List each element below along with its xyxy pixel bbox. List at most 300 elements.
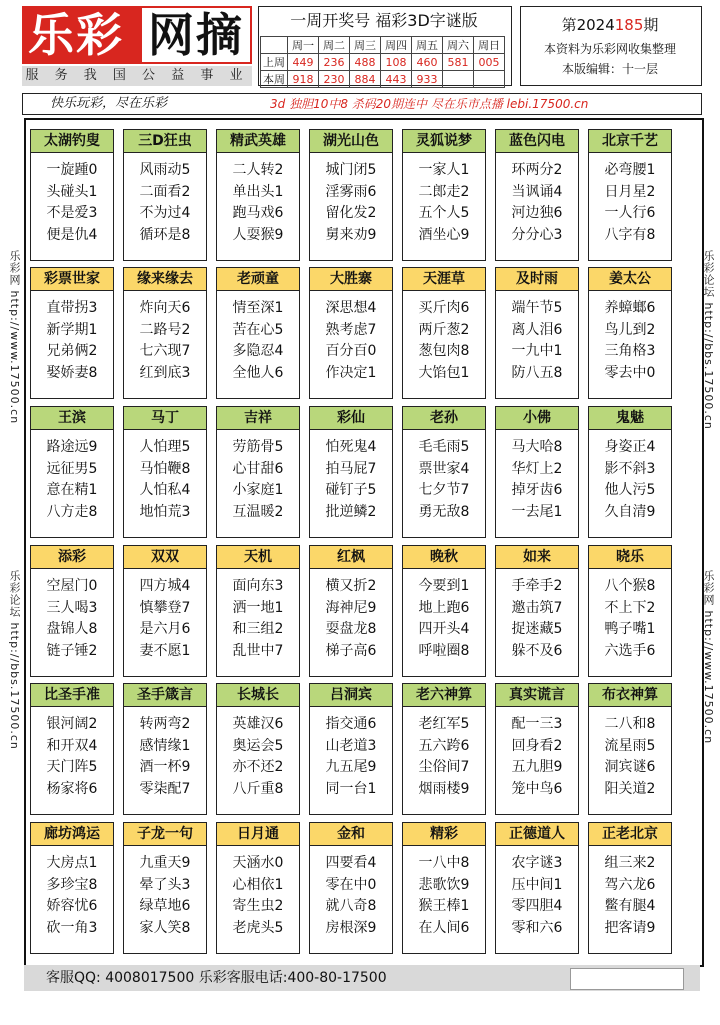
- riddle-card: [123, 129, 207, 261]
- riddle-line: 妻不愿1: [139, 642, 191, 659]
- riddle-line: 人怕私4: [139, 482, 191, 498]
- riddle-line: 猴王棒1: [418, 898, 470, 914]
- riddle-line: 海神尼9: [325, 599, 377, 616]
- riddle-line: 七夕节7: [418, 482, 470, 498]
- card-title: 王滨: [31, 407, 113, 430]
- riddle-card: [495, 129, 579, 261]
- side-text-right-top: 乐彩论坛 http://bbs.17500.cn: [702, 250, 715, 430]
- riddle-line: 久自清9: [604, 503, 656, 520]
- riddle-line: 酒一杯9: [139, 759, 191, 775]
- card-lines: [217, 298, 299, 384]
- card-lines: [403, 714, 485, 800]
- riddle-card: [402, 683, 486, 815]
- riddle-line: 零去中0: [604, 364, 656, 381]
- card-title: 彩仙: [310, 407, 392, 430]
- riddle-line: 房根深9: [325, 919, 377, 936]
- result-cell: 933: [412, 71, 443, 88]
- day-header: 周三: [350, 37, 381, 54]
- card-title: 缘来缘去: [124, 268, 206, 291]
- riddle-line: 情至深1: [232, 300, 284, 316]
- riddle-line: 家人笑8: [139, 919, 191, 936]
- footer-blank-box: [570, 968, 684, 990]
- riddle-line: 怕死鬼4: [325, 439, 377, 455]
- card-lines: [310, 437, 392, 523]
- riddle-line: 洞宾谜6: [604, 759, 656, 775]
- slogan: 服 务 我 国 公 益 事 业: [22, 66, 252, 86]
- riddle-line: 不上下2: [604, 599, 656, 616]
- riddle-line: 头碰头1: [46, 183, 98, 200]
- card-title: 老顽童: [217, 268, 299, 291]
- riddle-line: 晕了头3: [139, 876, 191, 893]
- riddle-card: [30, 129, 114, 261]
- riddle-line: 马大哈8: [511, 439, 563, 455]
- result-cell: 488: [350, 54, 381, 71]
- riddle-line: 同一台1: [325, 780, 377, 797]
- card-title: 廊坊鸿运: [31, 823, 113, 846]
- card-title: 鬼魅: [589, 407, 671, 430]
- riddle-line: 鸟儿到2: [604, 321, 656, 338]
- card-lines: [589, 714, 671, 800]
- riddle-line: 百分百0: [325, 343, 377, 359]
- riddle-line: 五个人5: [418, 205, 470, 221]
- riddle-card: [402, 822, 486, 954]
- corner-cell: [261, 37, 288, 54]
- riddle-card: [402, 129, 486, 261]
- side-text-left-bottom: 乐彩论坛 http://bbs.17500.cn: [8, 570, 21, 750]
- riddle-line: 空屋门0: [46, 578, 98, 594]
- riddle-card: [123, 545, 207, 677]
- riddle-line: 天涵水0: [232, 855, 284, 871]
- riddle-card: [216, 406, 300, 538]
- riddle-line: 链子锤2: [46, 642, 98, 659]
- riddle-line: 马怕鞭8: [139, 460, 191, 477]
- card-lines: [310, 298, 392, 384]
- card-title: 吕洞宾: [310, 684, 392, 707]
- result-cell: 230: [319, 71, 350, 88]
- riddle-line: 八个猴8: [604, 578, 656, 594]
- riddle-line: 山老道3: [325, 737, 377, 754]
- riddle-line: 心甘甜6: [232, 460, 284, 477]
- day-header: 周五: [412, 37, 443, 54]
- card-title: 姜太公: [589, 268, 671, 291]
- riddle-line: 路途远9: [46, 439, 98, 455]
- result-cell: 460: [412, 54, 443, 71]
- card-title: 添彩: [31, 546, 113, 569]
- riddle-line: 作决定1: [325, 364, 377, 381]
- riddle-line: 他人污5: [604, 482, 656, 498]
- riddle-line: 葱包肉8: [418, 343, 470, 359]
- riddle-line: 二人转2: [232, 162, 284, 178]
- card-title: 如来: [496, 546, 578, 569]
- card-lines: [217, 576, 299, 662]
- riddle-line: 淫雾雨6: [325, 183, 377, 200]
- riddle-line: 风雨动5: [139, 162, 191, 178]
- riddle-card: [588, 545, 672, 677]
- card-lines: [217, 437, 299, 523]
- riddle-card: [309, 822, 393, 954]
- riddle-line: 远征男5: [46, 460, 98, 477]
- riddle-line: 指交通6: [325, 716, 377, 732]
- logo: [22, 6, 252, 64]
- card-lines: [310, 160, 392, 246]
- card-lines: [496, 853, 578, 939]
- riddle-card: [123, 822, 207, 954]
- result-cell: 581: [443, 54, 474, 71]
- result-cell: [443, 71, 474, 88]
- card-lines: [496, 576, 578, 662]
- riddle-card: [30, 267, 114, 399]
- riddle-line: 五六跨6: [418, 737, 470, 754]
- card-lines: [310, 853, 392, 939]
- riddle-line: 八方走8: [46, 503, 98, 520]
- riddle-line: 邀击筑7: [511, 599, 563, 616]
- riddle-line: 多珍宝8: [46, 876, 98, 893]
- riddle-line: 拍马屁7: [325, 460, 377, 477]
- riddle-card: [495, 406, 579, 538]
- riddle-line: 手牵手2: [511, 578, 563, 594]
- card-lines: [31, 714, 113, 800]
- this-week-label: 本周: [261, 71, 288, 88]
- riddle-card: [588, 267, 672, 399]
- riddle-line: 影不斜3: [604, 460, 656, 477]
- card-title: 双双: [124, 546, 206, 569]
- result-cell: 005: [474, 54, 505, 71]
- week-header-row: [261, 37, 505, 54]
- riddle-line: 八字有8: [604, 226, 656, 243]
- riddle-line: 环两分2: [511, 162, 563, 178]
- card-title: 日月通: [217, 823, 299, 846]
- riddle-line: 九五尾9: [325, 759, 377, 775]
- riddle-line: 劳筋骨5: [232, 439, 284, 455]
- riddle-line: 和开双4: [46, 737, 98, 754]
- riddle-line: 三角格3: [604, 343, 656, 359]
- riddle-line: 五九胆9: [511, 759, 563, 775]
- riddle-line: 单出头1: [232, 183, 284, 200]
- side-text-left-top: 乐彩网 http://www.17500.cn: [8, 250, 21, 425]
- card-lines: [496, 160, 578, 246]
- riddle-line: 躲不及6: [511, 642, 563, 659]
- riddle-line: 驾六龙6: [604, 876, 656, 893]
- riddle-card: [309, 406, 393, 538]
- riddle-line: 乱世中7: [232, 642, 284, 659]
- result-cell: 443: [381, 71, 412, 88]
- riddle-line: 绿草地6: [139, 898, 191, 914]
- riddle-line: 票世家4: [418, 460, 470, 477]
- issue-suffix: 期: [643, 16, 659, 34]
- result-cell: 108: [381, 54, 412, 71]
- riddle-line: 阳关道2: [604, 780, 656, 797]
- card-title: 马丁: [124, 407, 206, 430]
- card-lines: [217, 853, 299, 939]
- day-header: 周一: [288, 37, 319, 54]
- side-text-right-bottom: 乐彩网 http://www.17500.cn: [702, 570, 715, 745]
- riddle-line: 兄弟俩2: [46, 343, 98, 359]
- card-lines: [124, 437, 206, 523]
- card-title: 及时雨: [496, 268, 578, 291]
- riddle-line: 洒一地1: [232, 599, 284, 616]
- riddle-line: 一八中8: [418, 855, 470, 871]
- riddle-line: 循环是8: [139, 226, 191, 243]
- card-title: 湖光山色: [310, 130, 392, 153]
- last-week-row: [261, 54, 505, 71]
- card-title: 晓乐: [589, 546, 671, 569]
- riddle-line: 四方城4: [139, 578, 191, 594]
- card-lines: [403, 576, 485, 662]
- card-title: 老孙: [403, 407, 485, 430]
- riddle-line: 天门阵5: [46, 759, 98, 775]
- riddle-line: 直带拐3: [46, 300, 98, 316]
- riddle-line: 组三来2: [604, 855, 656, 871]
- riddle-card: [495, 683, 579, 815]
- riddle-line: 二郎走2: [418, 183, 470, 200]
- riddle-line: 亦不还2: [232, 759, 284, 775]
- riddle-line: 当讽诵4: [511, 183, 563, 200]
- week-results-table: [260, 36, 505, 88]
- card-lines: [310, 714, 392, 800]
- riddle-line: 二路号2: [139, 321, 191, 338]
- riddle-line: 转两弯2: [139, 716, 191, 732]
- riddle-card: [216, 545, 300, 677]
- card-lines: [589, 853, 671, 939]
- riddle-line: 地怕荒3: [139, 503, 191, 520]
- riddle-line: 农字谜3: [511, 855, 563, 871]
- card-lines: [589, 576, 671, 662]
- riddle-line: 回身看2: [511, 737, 563, 754]
- riddle-card: [216, 129, 300, 261]
- riddle-line: 端午节5: [511, 300, 563, 316]
- riddle-line: 二面看2: [139, 183, 191, 200]
- riddle-line: 身姿正4: [604, 439, 656, 455]
- card-lines: [124, 298, 206, 384]
- card-lines: [124, 160, 206, 246]
- card-lines: [31, 576, 113, 662]
- card-title: 三D狂虫: [124, 130, 206, 153]
- riddle-line: 日月星2: [604, 183, 656, 200]
- result-cell: 918: [288, 71, 319, 88]
- card-lines: [124, 853, 206, 939]
- card-title: 彩票世家: [31, 268, 113, 291]
- riddle-card: [30, 683, 114, 815]
- riddle-line: 老红军5: [418, 716, 470, 732]
- day-header: 周六: [443, 37, 474, 54]
- result-cell: 884: [350, 71, 381, 88]
- card-title: 吉祥: [217, 407, 299, 430]
- result-cell: 449: [288, 54, 319, 71]
- riddle-line: 不是爱3: [46, 205, 98, 221]
- card-title: 小佛: [496, 407, 578, 430]
- riddle-line: 不为过4: [139, 205, 191, 221]
- issue-note: 本资料为乐彩网收集整理: [543, 42, 676, 56]
- riddle-line: 华灯上2: [511, 460, 563, 477]
- issue-number: [520, 14, 700, 35]
- riddle-card: [402, 545, 486, 677]
- card-lines: [403, 298, 485, 384]
- day-header: 周日: [474, 37, 505, 54]
- card-title: 灵狐说梦: [403, 130, 485, 153]
- promo-slogan: 快乐玩彩，尽在乐彩: [50, 96, 168, 111]
- logo-part-a: 乐彩: [28, 8, 124, 62]
- riddle-line: 在人间6: [418, 919, 470, 936]
- riddle-line: 分分心3: [511, 226, 563, 243]
- card-lines: [403, 437, 485, 523]
- card-title: 比圣手准: [31, 684, 113, 707]
- riddle-line: 防八五8: [511, 364, 563, 381]
- riddle-line: 毛毛雨5: [418, 439, 470, 455]
- riddle-line: 碰钉子5: [325, 482, 377, 498]
- riddle-line: 新学期1: [46, 321, 98, 338]
- riddle-line: 是六月6: [139, 621, 191, 637]
- card-title: 正老北京: [589, 823, 671, 846]
- riddle-card: [309, 683, 393, 815]
- card-lines: [589, 160, 671, 246]
- card-title: 蓝色闪电: [496, 130, 578, 153]
- this-week-row: [261, 71, 505, 88]
- promo-link[interactable]: 3d 独胆10中8 杀码20期连中 尽在乐市点播 lebi.17500.cn: [270, 97, 589, 111]
- riddle-line: 盘锦人8: [46, 621, 98, 637]
- riddle-line: 七六现7: [139, 343, 191, 359]
- riddle-line: 和三组2: [232, 621, 284, 637]
- riddle-card: [402, 267, 486, 399]
- riddle-line: 娇容忧6: [46, 898, 98, 914]
- riddle-line: 四开头4: [418, 621, 470, 637]
- riddle-line: 砍一角3: [46, 919, 98, 936]
- riddle-line: 炸向天6: [139, 300, 191, 316]
- riddle-line: 六选手6: [604, 642, 656, 659]
- card-title: 金和: [310, 823, 392, 846]
- riddle-card: [30, 822, 114, 954]
- card-lines: [496, 714, 578, 800]
- card-title: 太湖钓叟: [31, 130, 113, 153]
- riddle-line: 把客请9: [604, 919, 656, 936]
- riddle-line: 互温暖2: [232, 503, 284, 520]
- riddle-line: 留化发2: [325, 205, 377, 221]
- riddle-line: 鸭子嘴1: [604, 621, 656, 637]
- riddle-line: 慎攀登7: [139, 599, 191, 616]
- card-title: 天涯草: [403, 268, 485, 291]
- riddle-line: 意在精1: [46, 482, 98, 498]
- riddle-line: 英雄汉6: [232, 716, 284, 732]
- riddle-line: 城门闭5: [325, 162, 377, 178]
- riddle-line: 四要看4: [325, 855, 377, 871]
- riddle-line: 寄生虫2: [232, 898, 284, 914]
- riddle-line: 笼中鸟6: [511, 780, 563, 797]
- riddle-line: 鳖有腿4: [604, 898, 656, 914]
- riddle-line: 熟考虑7: [325, 321, 377, 338]
- riddle-card: [588, 406, 672, 538]
- card-lines: [403, 853, 485, 939]
- riddle-card: [123, 683, 207, 815]
- card-title: 精武英雄: [217, 130, 299, 153]
- riddle-line: 小家庭1: [232, 482, 284, 498]
- riddle-line: 深思想4: [325, 300, 377, 316]
- riddle-line: 河边独6: [511, 205, 563, 221]
- riddle-card: [402, 406, 486, 538]
- card-lines: [496, 437, 578, 523]
- riddle-line: 悲歌饮9: [418, 876, 470, 893]
- riddle-line: 便是仇4: [46, 226, 98, 243]
- riddle-line: 一去尾1: [511, 503, 563, 520]
- card-title: 红枫: [310, 546, 392, 569]
- riddle-line: 一人行6: [604, 205, 656, 221]
- card-title: 老六神算: [403, 684, 485, 707]
- riddle-line: 一旋踵0: [46, 162, 98, 178]
- riddle-line: 苦在心5: [232, 321, 284, 338]
- riddle-line: 零柒配7: [139, 780, 191, 797]
- riddle-line: 娶娇妻8: [46, 364, 98, 381]
- card-lines: [496, 298, 578, 384]
- riddle-line: 三人喝3: [46, 599, 98, 616]
- card-lines: [403, 160, 485, 246]
- riddle-line: 烟雨楼9: [418, 780, 470, 797]
- riddle-line: 大馅包1: [418, 364, 470, 381]
- card-title: 晚秋: [403, 546, 485, 569]
- riddle-line: 横又折2: [325, 578, 377, 594]
- card-lines: [31, 437, 113, 523]
- card-lines: [31, 298, 113, 384]
- result-cell: 236: [319, 54, 350, 71]
- day-header: 周二: [319, 37, 350, 54]
- riddle-line: 两斤葱2: [418, 321, 470, 338]
- riddle-line: 养蟑螂6: [604, 300, 656, 316]
- result-cell: [474, 71, 505, 88]
- riddle-line: 大房点1: [46, 855, 98, 871]
- riddle-card: [309, 545, 393, 677]
- riddle-line: 配一三3: [511, 716, 563, 732]
- riddle-line: 尘俗间7: [418, 759, 470, 775]
- card-title: 精彩: [403, 823, 485, 846]
- riddle-line: 全他人6: [232, 364, 284, 381]
- riddle-line: 一家人1: [418, 162, 470, 178]
- riddle-card: [588, 822, 672, 954]
- riddle-line: 零和六6: [511, 919, 563, 936]
- card-lines: [589, 298, 671, 384]
- card-title: 正德道人: [496, 823, 578, 846]
- riddle-line: 呼啦圈8: [418, 642, 470, 659]
- footer-contact: 客服QQ: 4008017500 乐彩客服电话:400-80-17500: [46, 970, 387, 986]
- card-lines: [31, 160, 113, 246]
- card-lines: [31, 853, 113, 939]
- riddle-line: 老虎头5: [232, 919, 284, 936]
- riddle-line: 必弯腰1: [604, 162, 656, 178]
- riddle-line: 一九中1: [511, 343, 563, 359]
- riddle-line: 酒坐心9: [418, 226, 470, 243]
- issue-num: 185: [614, 16, 644, 34]
- riddle-card: [30, 406, 114, 538]
- riddle-card: [123, 406, 207, 538]
- riddle-line: 买斤肉6: [418, 300, 470, 316]
- riddle-line: 面向东3: [232, 578, 284, 594]
- riddle-line: 多隐忍4: [232, 343, 284, 359]
- riddle-line: 批逆鳞2: [325, 503, 377, 520]
- riddle-line: 掉牙齿6: [511, 482, 563, 498]
- riddle-line: 流星雨5: [604, 737, 656, 754]
- riddle-line: 就八奇8: [325, 898, 377, 914]
- riddle-card: [216, 822, 300, 954]
- card-title: 北京千艺: [589, 130, 671, 153]
- riddle-card: [495, 545, 579, 677]
- card-lines: [124, 714, 206, 800]
- riddle-line: 人怕理5: [139, 439, 191, 455]
- riddle-card: [123, 267, 207, 399]
- logo-part-b: 网摘: [142, 8, 250, 62]
- riddle-line: 杨家将6: [46, 780, 98, 797]
- riddle-card: [216, 683, 300, 815]
- riddle-line: 人耍猴9: [232, 226, 284, 243]
- riddle-line: 梯子高6: [325, 642, 377, 659]
- riddle-line: 离人泪6: [511, 321, 563, 338]
- card-lines: [589, 437, 671, 523]
- issue-prefix: 第2024: [561, 16, 615, 34]
